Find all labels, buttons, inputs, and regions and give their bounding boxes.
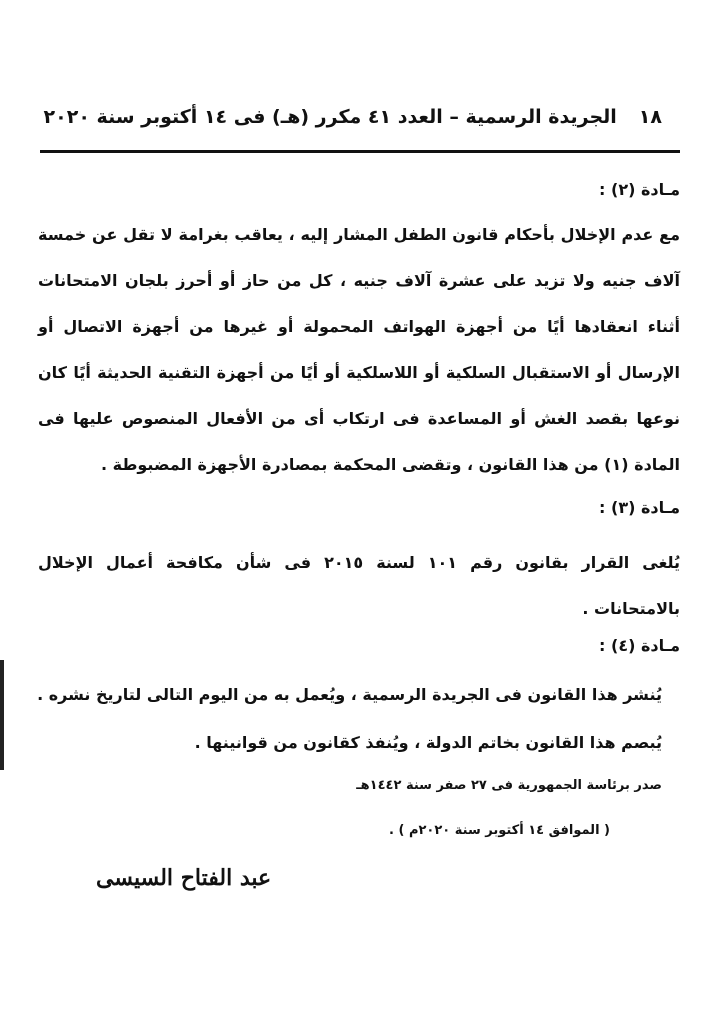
article-3-heading: مـادة (٣) : [599, 498, 680, 517]
page-number: ١٨ [638, 106, 662, 128]
issued-line: صدر برئاسة الجمهورية فى ٢٧ صفر سنة ١٤٤٢هـ [356, 778, 662, 793]
article-4-line-1: يُنشر هذا القانون فى الجريدة الرسمية ، ويُعمل به من اليوم التالى لتاريخ نشره . [37, 685, 662, 704]
header-rule [40, 150, 680, 153]
article-2-heading: مـادة (٢) : [599, 180, 680, 199]
article-4-heading: مـادة (٤) : [599, 636, 680, 655]
page-header [43, 106, 662, 128]
issued-date-line: ( الموافق ١٤ أكتوبر سنة ٢٠٢٠م ) . [389, 823, 610, 838]
president-signature: عبد الفتاح السيسى [96, 865, 272, 891]
header-title: الجريدة الرسمية – العدد ٤١ مكرر (هـ) فى ١٤ أكتوبر سنة ٢٠٢٠ [43, 106, 617, 128]
article-4-line-2: يُبصم هذا القانون بخاتم الدولة ، ويُنفذ كقانون من قوانينها . [194, 733, 662, 752]
article-2-text: مع عدم الإخلال بأحكام قانون الطفل المشار إليه ، يعاقب بغرامة لا تقل عن خمسة آلاف جنيه ولا تزيد على عشرة آلاف جنيه ، كل من حاز أو أحرز بلجان الامتحانات أثناء انعقادها أيًا من أجهزة الهواتف المحمولة أو غيرها من أجهزة الاتصال أو الإرسال أو الاستقبال السلكية أو اللاسلكية أو أيًا من أجهزة التقنية الحديثة أيًا كان نوعها بقصد الغش أو المساعدة فى ارتكاب أى من الأفعال المنصوص عليها فى المادة (١) من هذا القانون ، وتقضى المحكمة بمصادرة الأجهزة المضبوطة . [38, 225, 680, 474]
article-3-text: يُلغى القرار بقانون رقم ١٠١ لسنة ٢٠١٥ فى شأن مكافحة أعمال الإخلال بالامتحانات . [38, 553, 681, 618]
scan-edge-mark [0, 660, 4, 770]
